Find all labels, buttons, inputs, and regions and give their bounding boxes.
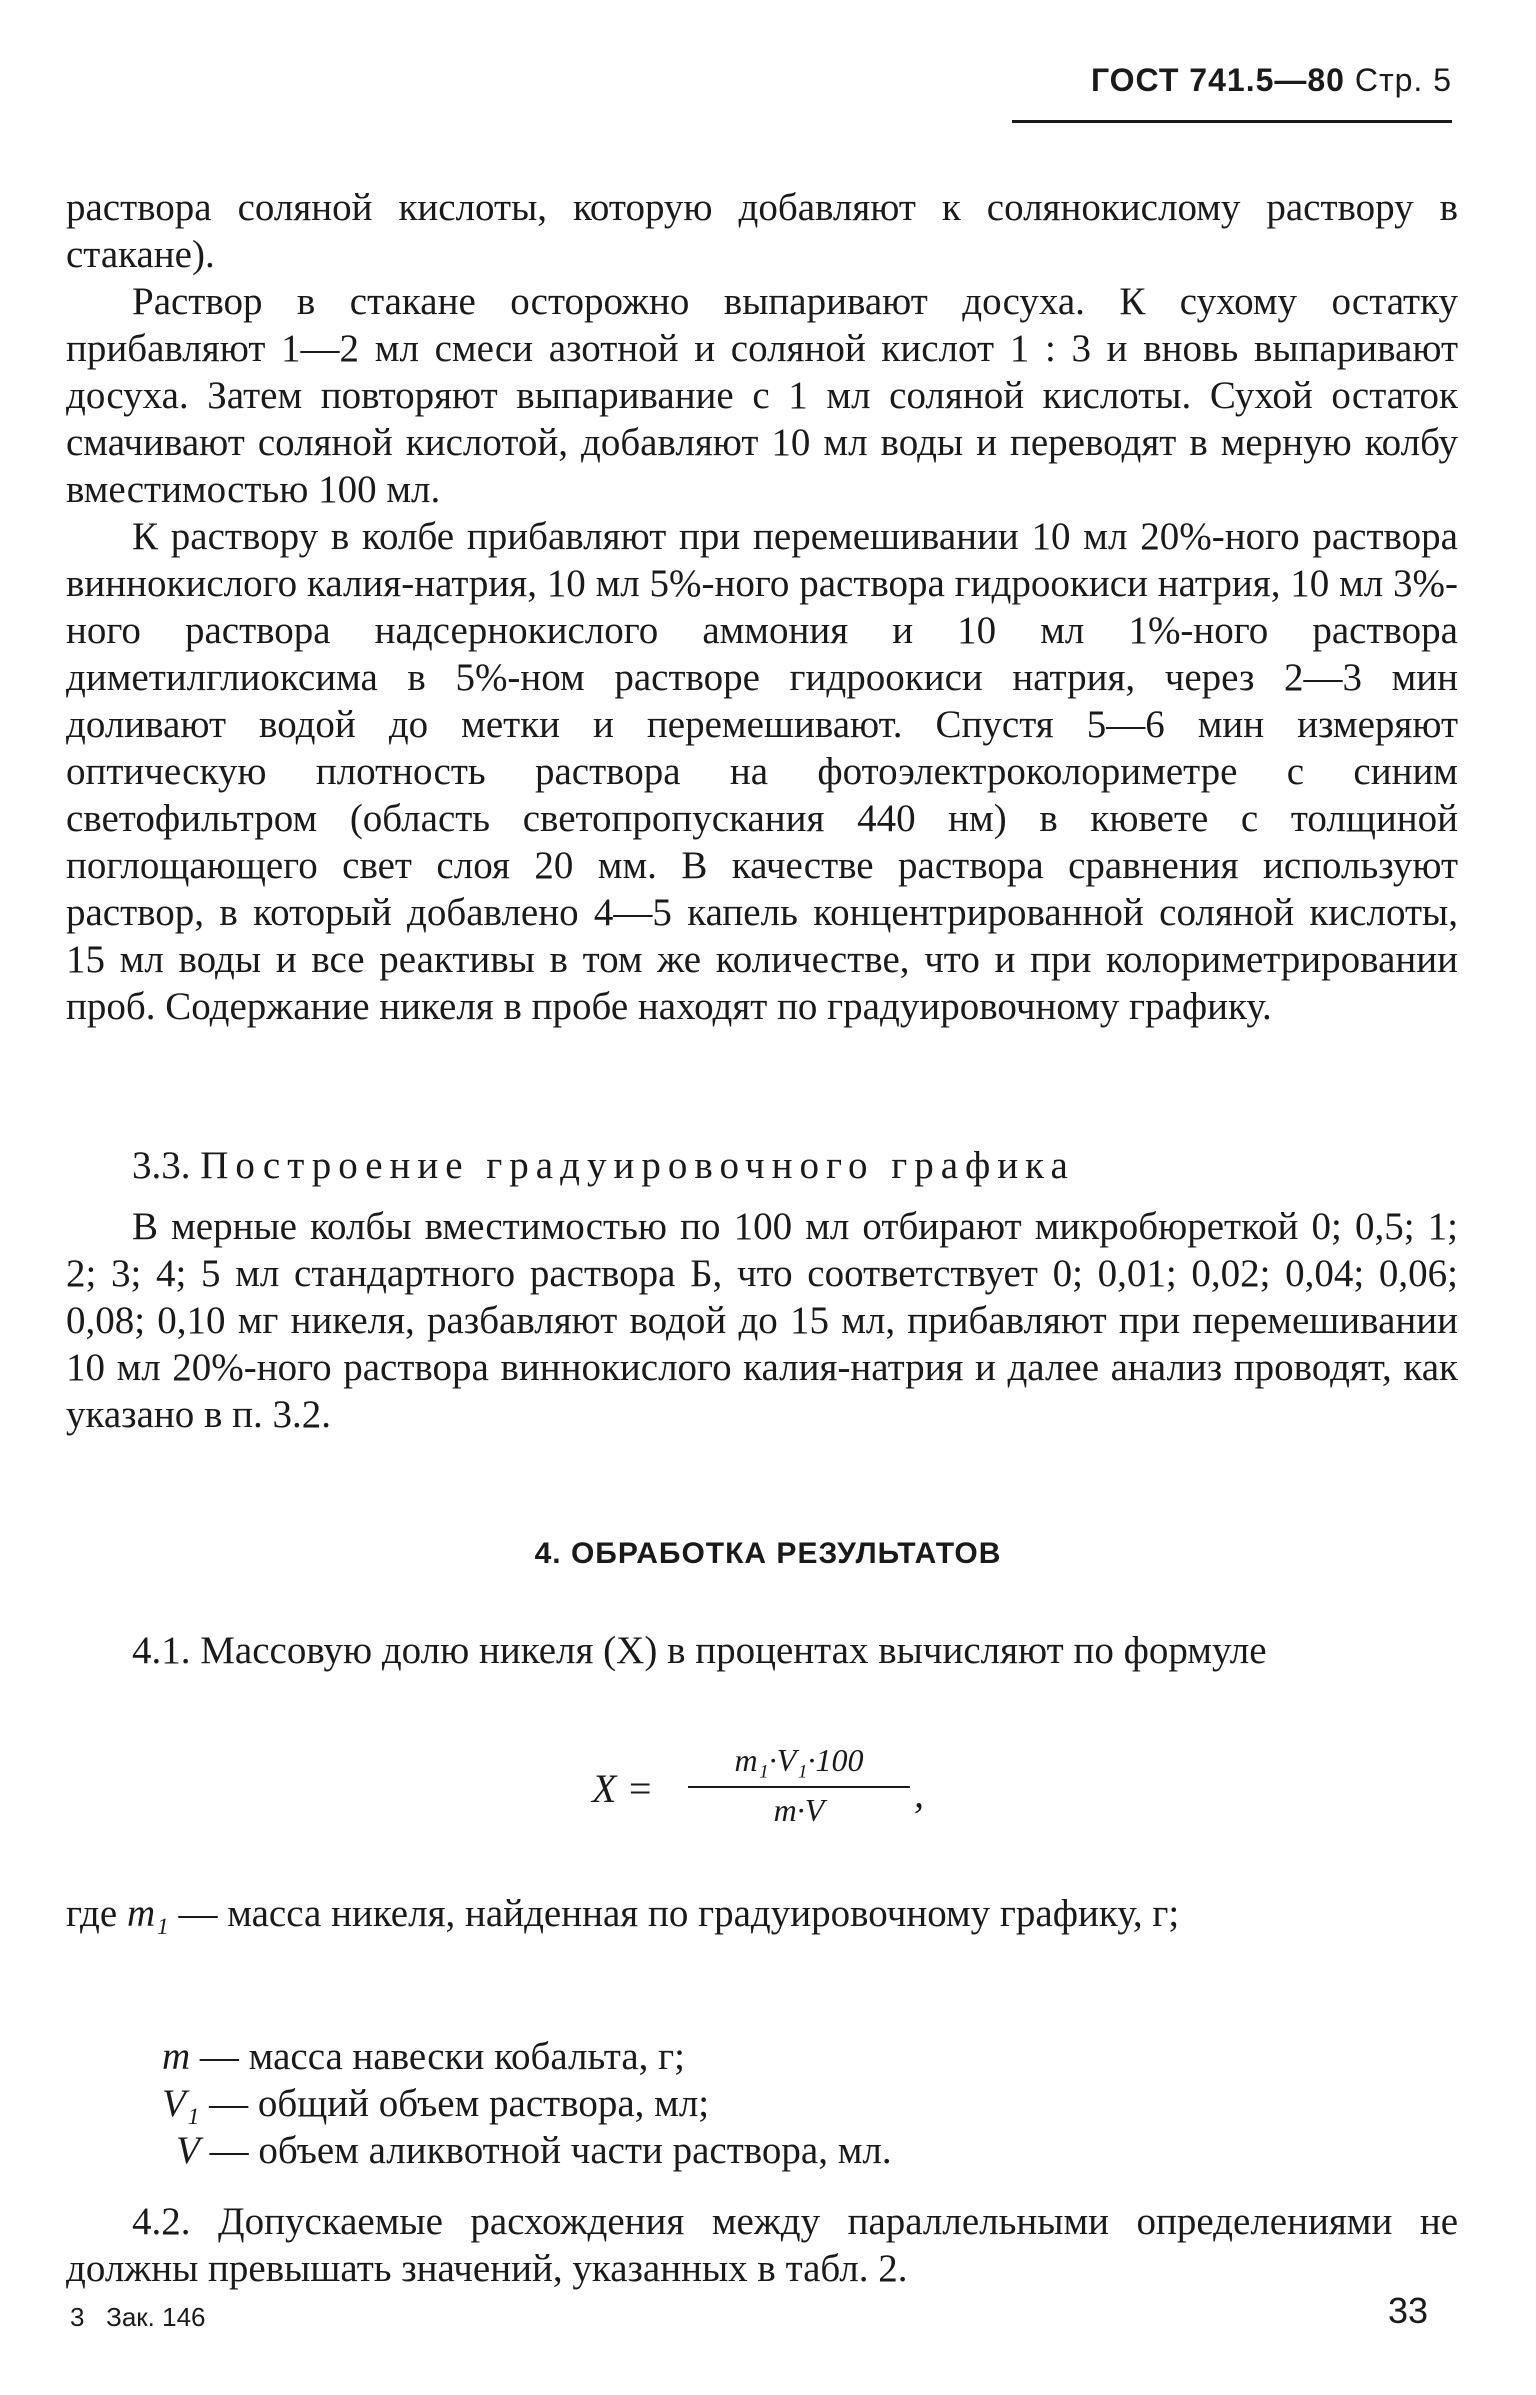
legend-row-m — [162, 2033, 685, 2080]
page-number: 33 — [1387, 2290, 1428, 2331]
header-rule — [1012, 120, 1452, 123]
body-text-top — [66, 184, 1458, 1030]
legend-symbol: m — [162, 2035, 191, 2078]
page-header — [1012, 62, 1452, 99]
paragraph-calibration: В мерные колбы вместимостью по 100 мл отбирают микробюреткой 0; 0,5; 1; 2; 3; 4; 5 мл стандартного раствора Б, что соответствует 0; 0,01; 0,02; 0,04; 0,06; 0,08; 0,10 мг никеля, разбавляют водой до 15 мл, прибавляют при перемешивании 10 мл 20%-ного раствора виннокислого калия-натрия и далее анализ проводят, как указано в п. 3.2. — [66, 1205, 1458, 1436]
paragraph-measurement: К раствору в колбе прибавляют при перемешивании 10 мл 20%-ного раствора виннокислого калия-натрия, 10 мл 5%-ного раствора гидроокиси натрия, 10 мл 3%-ного раствора надсернокислого аммония и 10 мл 1%-ного раствора диметилглиоксима в 5%-ном растворе гидроокиси натрия, через 2—3 мин доливают водой до метки и перемешивают. Спустя 5—6 мин измеряют оптическую плотность раствора на фотоэлектроколориметре с синим светофильтром (область светопропускания 440 нм) в кювете с толщиной поглощающего свет слоя 20 мм. В качестве раствора сравнения используют раствор, в который добавлено 4—5 капель концентрированной соляной кислоты, 15 мл воды и все реактивы в том же количестве, что и при колориметрировании проб. Содержание никеля в пробе находят по градуировочному графику. — [66, 515, 1458, 1028]
formula-denominator: m·V — [773, 1792, 825, 1828]
legend-dash: — — [199, 2035, 239, 2078]
subsection-title: Построение градуировочного графика — [200, 1144, 1075, 1187]
formula-numerator: m₁·V₁·100 — [734, 1742, 864, 1778]
legend-symbol: m₁ — [126, 1892, 169, 1935]
legend-text: общий объем раствора, мл; — [257, 2082, 710, 2125]
paragraph-continued: раствора соляной кислоты, которую добавляют к солянокислому раствору в стакане). — [66, 186, 1458, 276]
section-heading: 4. ОБРАБОТКА РЕЗУЛЬТАТОВ — [534, 1537, 1002, 1570]
paragraph-4-1-wrap — [66, 1627, 1458, 1674]
paragraph-4-2-wrap — [66, 2198, 1458, 2292]
legend-symbol: V — [176, 2129, 200, 2172]
paragraph-4-2: 4.2. Допускаемые расхождения между параллельными определениями не должны превышать значений, указанных в табл. 2. — [66, 2200, 1458, 2290]
legend-symbol: V₁ — [162, 2082, 200, 2125]
print-order-note: 3 Зак. 146 — [70, 2302, 206, 2332]
legend-row-v — [176, 2127, 892, 2174]
subsection-number: 3.3. — [132, 1144, 191, 1187]
legend-row-v1 — [162, 2080, 709, 2127]
paragraph-evaporation: Раствор в стакане осторожно выпаривают досуха. К сухому остатку прибавляют 1—2 мл смеси азотной и соляной кислот 1 : 3 и вновь выпаривают досуха. Затем повторяют выпаривание с 1 мл соляной кислоты. Сухой остаток смачивают соляной кислотой, добавляют 10 мл воды и переводят в мерную колбу вместимостью 100 мл. — [66, 280, 1458, 511]
fraction-bar — [688, 1786, 910, 1788]
header-page: Стр. 5 — [1354, 62, 1452, 98]
legend-dash: — — [178, 1892, 218, 1935]
subsection-3-3 — [66, 1142, 1458, 1438]
formula-lhs: X = — [592, 1766, 654, 1811]
formula-comma: , — [914, 1771, 924, 1816]
legend-text: объем аликвотной части раствора, мл. — [258, 2129, 892, 2172]
legend-row-m1 — [66, 1890, 1458, 1937]
legend-prefix: где — [66, 1892, 118, 1935]
legend-text: масса никеля, найденная по градуировочному графику, г; — [227, 1892, 1180, 1935]
paragraph-4-1: 4.1. Массовую долю никеля (X) в процентах вычисляют по формуле — [132, 1629, 1267, 1672]
legend-dash: — — [209, 2129, 249, 2172]
legend-text: масса навески кобальта, г; — [248, 2035, 685, 2078]
standard-code: ГОСТ 741.5—80 — [1090, 62, 1345, 98]
legend-dash: — — [209, 2082, 249, 2125]
